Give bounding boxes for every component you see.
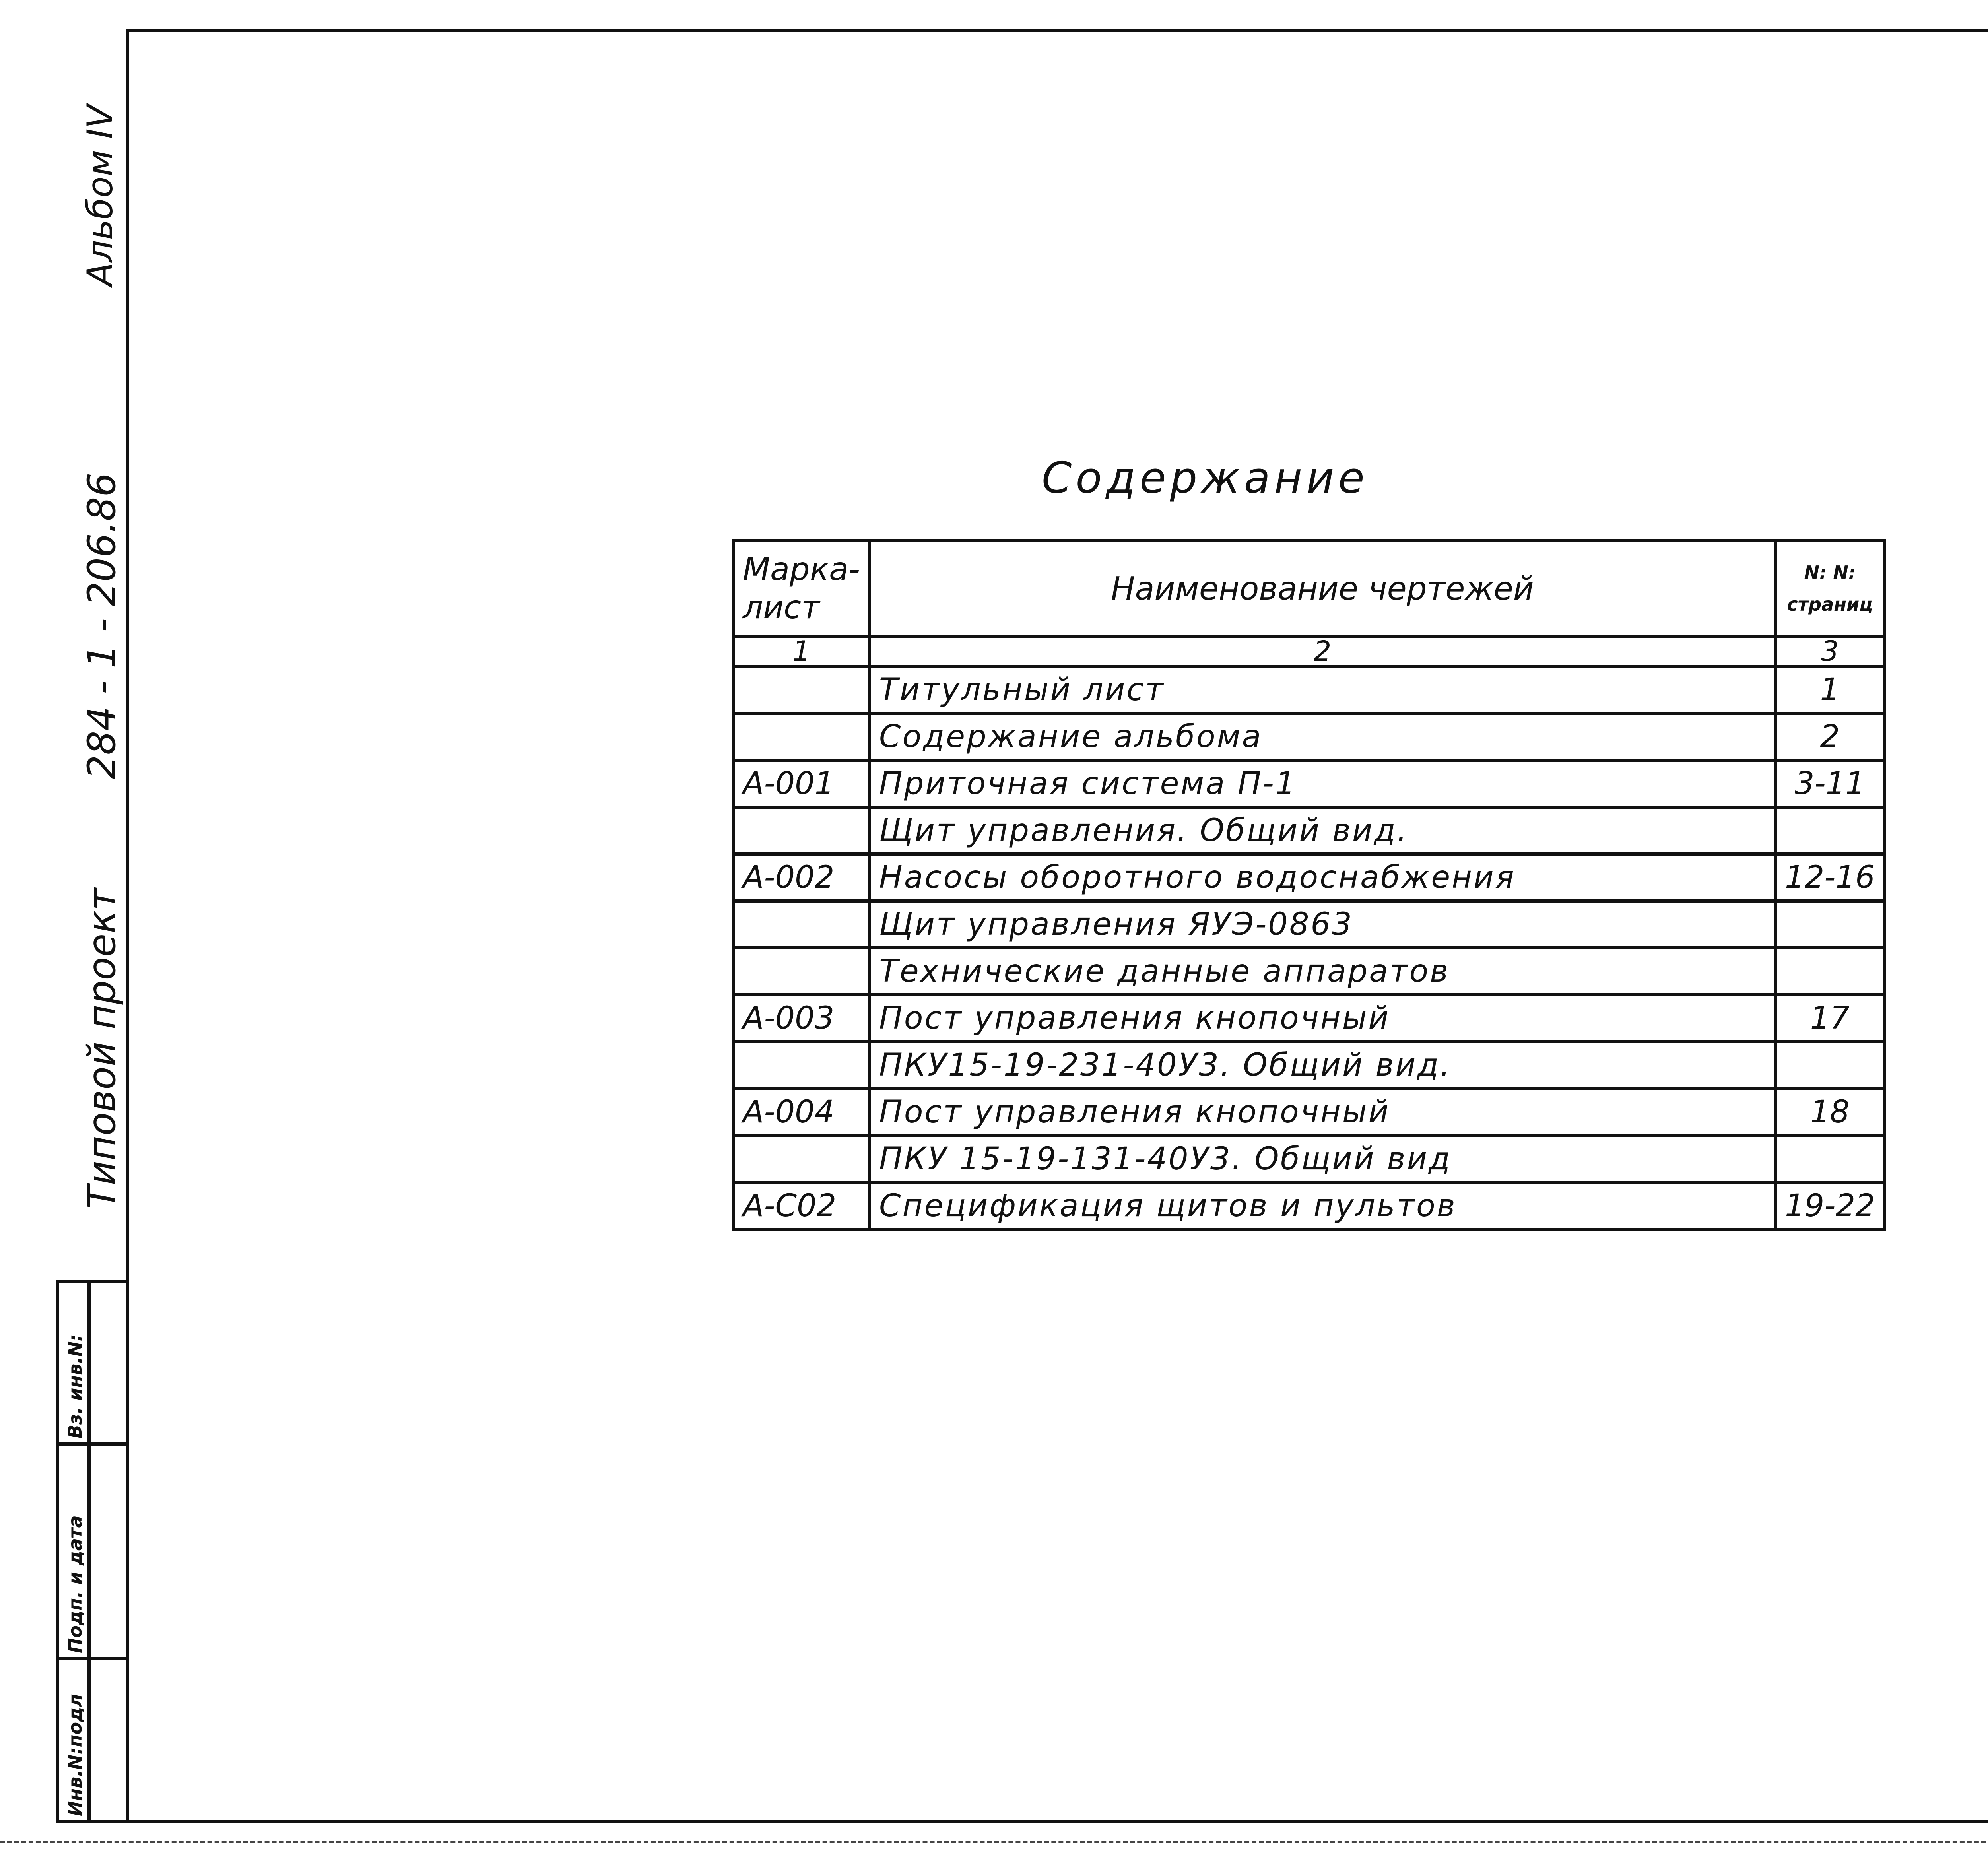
header-name: Наименование чертежей xyxy=(870,541,1775,636)
table-row xyxy=(733,1042,1885,1089)
row-page xyxy=(1775,901,1885,948)
row-mark xyxy=(733,713,870,760)
row-mark: А-001 xyxy=(733,760,870,807)
row-name: Приточная система П-1 xyxy=(870,760,1775,807)
table-row xyxy=(733,901,1885,948)
row-name: Спецификация щитов и пультов xyxy=(870,1182,1775,1229)
table-row xyxy=(733,1136,1885,1182)
row-page xyxy=(1775,948,1885,995)
row-page: 19-22 xyxy=(1775,1182,1885,1229)
row-page xyxy=(1775,1042,1885,1089)
row-name: Технические данные аппаратов xyxy=(870,948,1775,995)
row-page: 1 xyxy=(1775,666,1885,713)
column-number: 2 xyxy=(870,636,1775,666)
row-name: Пост управления кнопочный xyxy=(870,995,1775,1042)
row-mark: А-002 xyxy=(733,854,870,901)
column-number: 1 xyxy=(733,636,870,666)
column-number-row xyxy=(733,636,1885,666)
table-row xyxy=(733,760,1885,807)
table-row xyxy=(733,854,1885,901)
table-row xyxy=(733,1089,1885,1136)
row-name: Щит управления. Общий вид. xyxy=(870,807,1775,854)
project-code: 284 - 1 - 206.86 xyxy=(80,472,124,779)
row-mark xyxy=(733,666,870,713)
row-mark: А-003 xyxy=(733,995,870,1042)
row-name: ПКУ15-19-231-40У3. Общий вид. xyxy=(870,1042,1775,1089)
row-name: Пост управления кнопочный xyxy=(870,1089,1775,1136)
project-label: Типовой проект xyxy=(80,888,124,1209)
table-row xyxy=(733,807,1885,854)
row-name: Щит управления ЯУЭ-0863 xyxy=(870,901,1775,948)
row-name: ПКУ 15-19-131-40У3. Общий вид xyxy=(870,1136,1775,1182)
row-mark: А-С02 xyxy=(733,1182,870,1229)
row-page: 17 xyxy=(1775,995,1885,1042)
row-name: Содержание альбома xyxy=(870,713,1775,760)
column-number: 3 xyxy=(1775,636,1885,666)
stamp-inventory-replacement: Вз. инв.N: xyxy=(64,1334,86,1439)
row-mark xyxy=(733,807,870,854)
table-header-row xyxy=(733,541,1885,636)
table-row xyxy=(733,995,1885,1042)
row-mark xyxy=(733,1136,870,1182)
album-label: Альбом IV xyxy=(80,105,120,286)
bottom-dashed-line xyxy=(0,1841,1988,1843)
header-page: N: N: страниц xyxy=(1775,541,1885,636)
row-page: 3-11 xyxy=(1775,760,1885,807)
row-page: 18 xyxy=(1775,1089,1885,1136)
row-page xyxy=(1775,807,1885,854)
table-row xyxy=(733,666,1885,713)
table-row xyxy=(733,713,1885,760)
stamp-divider xyxy=(59,1442,126,1446)
row-page: 2 xyxy=(1775,713,1885,760)
stamp-divider xyxy=(59,1657,126,1660)
row-mark: А-004 xyxy=(733,1089,870,1136)
stamp-inventory-original: Инв.N:подл xyxy=(64,1694,86,1816)
table-row xyxy=(733,1182,1885,1229)
row-name: Насосы оборотного водоснабжения xyxy=(870,854,1775,901)
stamp-signature-date: Подп. и дата xyxy=(64,1515,86,1653)
page-title: Содержание xyxy=(1042,453,1369,503)
row-mark xyxy=(733,901,870,948)
approval-stamp xyxy=(56,1280,126,1823)
row-page xyxy=(1775,1136,1885,1182)
header-mark: Марка- лист xyxy=(733,541,870,636)
row-mark xyxy=(733,1042,870,1089)
row-name: Титульный лист xyxy=(870,666,1775,713)
table-row xyxy=(733,948,1885,995)
stamp-divider xyxy=(87,1283,91,1820)
row-mark xyxy=(733,948,870,995)
row-page: 12-16 xyxy=(1775,854,1885,901)
contents-table xyxy=(732,539,1886,1231)
